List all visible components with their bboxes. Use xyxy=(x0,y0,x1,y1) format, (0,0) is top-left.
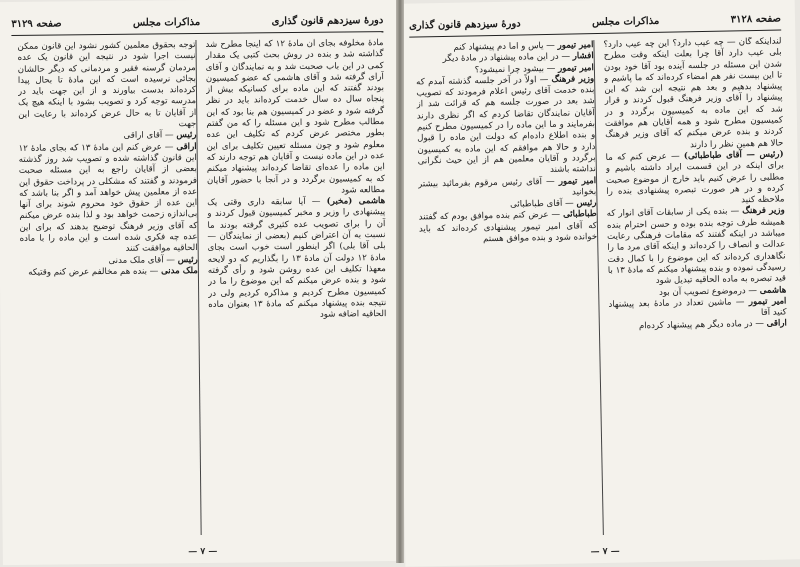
paragraph-text: — عرض کنم این مادهٔ ۱۳ که بجای مادهٔ ۱۲ این قانون گذاشته شده و تصویب شد روز گذشته بعضی از آقایان راجع به این مسئله صحبت فرمودند و گفتند که مشکلی در پرداخت حقوق این عده از معلمین پیش خواهد آمد و اگر بنا باشد که این عده از حقوق خود محروم شوند برای آنها بی‌اندازه زحمت خواهد بود و لذا بنده عرض میکنم که آقای وزیر فرهنگ توضیح بدهند که برای این عده چه فکری شده است و این ماده را با ماده الحاقیه موافقت کنند xyxy=(18,141,198,255)
paragraph xyxy=(606,149,785,209)
paragraph-text: — بنده یکی از سابقات آقای انوار که همیشه طرف توجه بنده بوده و حسن احترام بنده میباشد در اینکه گفتند که مقامات فرهنگی رعایت عدالت و انصاف را کرده‌اند و اینکه آقای مرد ما را نگاهداری کرده‌اند که این موضوع را با کمال دقت رسیدگی نموده و بنده پیشنهاد میکنم که مادهٔ ۱۳ با قید تبصره به ماده الحاقیه تبدیل شود xyxy=(606,206,787,287)
left-header-center: مذاکرات مجلس xyxy=(132,16,201,29)
right-page-number: — ۷ — xyxy=(590,546,620,558)
paragraph xyxy=(607,206,786,288)
paragraph-text: — در این ماده پیشنهاد در مادهٔ دیگر xyxy=(442,51,571,65)
left-header-right: دورهٔ سیزدهم قانون گذاری xyxy=(271,14,384,27)
paragraph-text: — آقای ملک مدنی xyxy=(108,254,175,266)
right-page xyxy=(395,0,800,567)
paragraph-text: — در ماده دیگر هم پیشنهاد کرده‌ام xyxy=(638,319,765,332)
paragraph-text: مادهٔ مخلوفه بجای آن مادهٔ ۱۲ که اینجا مطرح شد گذاشته شد و بنده در روش بحث کتبی یک مقدار کمی در این باب صحبت شد و به نمایندگان و آقای آرای گرفته شد و آقای هاشمی که عضو کمیسیون بودند گفتند که این ماده برای کسانیکه بیش از پنجاه سال ده سال خدمت کرده‌اند باید در نظر گرفته شود و عضو در کمیسیون هم بنا بود که این مطالب مطرح شود و این مسئله را که من گفتم بطور مختصر عرض کردم که تکلیف این عده معلوم شود و چون مسئله تعیین تکلیف برای این عده در این ماده نیست و آقایان هم توجه دارند که این ماده را عده‌ای تقاضا کرده‌اند پیشنهاد میکنم که به کمیسیون برگردد و در آنجا با حضور آقایان مطالعه شود xyxy=(205,38,386,196)
paragraph-text: — عرض کنم بنده موافق بودم که گفتند که آقای امیر تیمور پیشنهادی کرده‌اند که باید خوانده شود و بنده موافق هستم xyxy=(418,210,598,245)
speaker-name: رئیس xyxy=(177,254,198,265)
paragraph xyxy=(609,319,787,334)
paragraph-text: لنداینکه گان — چه عیب دارد؟ این چه عیب دارد؟ بلی عیب دارد آقا چرا بعلت اینکه وقت مطرح شدن این مسئله در جلسه آینده بود آقا خود بودن تا این بیست نفر هم امضاء کرده‌اند که ما پاشیم و پیشنهاد بدهیم و بعد هم نتیجه این شد که این پیشنهاد را آقای وزیر فرهنگ قبول کردند و قرار شد که این ماده به کمیسیون برگردد و در کمیسیون مطرح شود و همه آقایان هم موافقت کردند و بنده عرض میکنم که آقای وزیر فرهنگ حالا هم همین نظر را دارند xyxy=(603,36,784,150)
speaker-name: وزیر فرهنگ xyxy=(742,205,785,217)
speaker-name: وزیر فرهنگ xyxy=(551,73,595,85)
left-page-number: — ۷ — xyxy=(188,546,218,558)
paragraph-text: — آقای رئیس مرقوم بفرمائید بیشتر بخوانید xyxy=(417,176,597,198)
speaker-name: رئیس xyxy=(176,130,197,141)
paragraph-text: — درموضوع تصویب آن بود xyxy=(659,285,758,298)
right-header-center: مذاکرات مجلس xyxy=(591,15,660,28)
left-page-header xyxy=(11,12,383,32)
right-header-right: صفحه ۳۱۲۸ xyxy=(730,12,782,25)
paragraph-text: — عرض کنم که ما برای اینکه در این قسمت ایراد داشته باشیم و مطلبی را عرض کنیم باید خارج از موضوع صحبت کرده و در هر صورت تبصره پیشنهادی بنده را ملاحظه کنید xyxy=(605,151,785,206)
paragraph xyxy=(205,38,385,198)
speaker-name: امیر تیمور xyxy=(748,296,787,307)
right-header-left: دورهٔ سیزدهم قانون گذاری xyxy=(408,17,521,32)
paragraph xyxy=(603,36,783,152)
paragraph xyxy=(207,196,386,322)
speaker-name: رئیس xyxy=(576,198,597,209)
paragraph-text: — بیشود چرا نمیشود؟ xyxy=(474,63,556,75)
paragraph-text: توجه بحقوق معلمین کشور نشود این قانون ممکن نیست اجرا شود در نتیجه این قانون یک عده مردمان گرسنه فقیر و مردمانی که دیگر حالشان بجائی نرسیده است که این مادهٔ تا بحال پیدا کرده‌اند بدست بیاورند و از این جهت باید در مدرسه توجه کرد و تصویب بشود با اینکه هیچ یک از آقایان تا به حال عرض کرده‌اند با رعایت این جهت xyxy=(17,40,197,130)
speaker-name: هاشمی (مخبر) xyxy=(326,196,386,207)
paragraph-text: — یاس و اما دم پیشنهاد کنم xyxy=(453,40,555,53)
paragraph xyxy=(419,210,598,247)
speaker-name: اراقی xyxy=(176,141,197,152)
right-page-column-right xyxy=(603,36,791,537)
paragraph xyxy=(19,142,198,257)
speaker-name: (رئیس — آقای طباطبائی) xyxy=(683,149,784,162)
paragraph-text: — بنده هم مخالفم عرض کنم وقتیکه xyxy=(28,266,159,278)
paragraph xyxy=(416,74,596,179)
left-page-column-left xyxy=(17,40,200,540)
speaker-name: ملک مدنی xyxy=(161,265,198,277)
paragraph-text: — ماشین تعداد در مادهٔ بعد پیشنهاد کنید آقا xyxy=(608,297,787,319)
speaker-name: امیر تیمور xyxy=(558,175,597,187)
paragraph-text: — اولاً در آخر جلسه گذشته آمدم که بنده خدمت آقای رئیس اعلام فرمودند که تصویب شد بعد در صورت جلسه هم که قرائت شد از آقایان نمایندگان تقاضا کردم که اگر نظری دارند بفرمایند و ما این ماده را در کمیسیون مطرح کنیم و بنده اطلاع داده‌ام که دولت این ماده را قبول دارد و حالا هم موافقم که این ماده به کمیسیون برگردد و آقایان معلمین هم از این حیث نگرانی نداشته باشند xyxy=(416,74,596,176)
left-header-rule xyxy=(11,31,383,36)
speaker-name: امیر تیمور xyxy=(557,62,594,74)
paragraph-text: — آقای طباطبائی xyxy=(510,198,574,210)
left-page-column-right xyxy=(205,38,388,538)
book-gutter xyxy=(396,0,404,563)
speaker-name: افشار xyxy=(572,51,594,62)
speaker-name: طباطبائی xyxy=(562,209,597,221)
paragraph xyxy=(17,40,196,132)
paragraph-text: — آیا سابقه داری وقتی یک پیشنهادی را وزیر و مخبر کمیسیون قبول کردند و آن را برای تصویب عده کثیری گرفته بودند ما نسبت به آن اعتراض کنیم (بعضی از نمایندگان — بلی آقا بلی) اگر اینطور است خوب است بجای مادهٔ ۱۲ دولت آن مادهٔ ۱۳ را بگذاریم که دو لایحه معهذا تکلیف این عده روشن شود و رأی گرفته شود و بنده عرض میکنم که این موضوع را ما در کمیسیون مطرح کردیم و مذاکره کردیم ولی در نتیجه بنده پیشنهاد میکنم که مادهٔ ۱۳ بعنوان ماده الحاقیه اضافه شود xyxy=(207,196,387,320)
speaker-name: اراقی xyxy=(766,318,787,330)
paragraph xyxy=(20,266,198,279)
left-header-left: صفحه ۳۱۲۹ xyxy=(11,17,62,30)
right-page-column-left xyxy=(415,40,603,541)
speaker-name: هاشمی xyxy=(759,284,787,296)
speaker-name: امیر تیمور xyxy=(557,40,594,51)
paragraph-text: — آقای اراقی xyxy=(123,130,174,142)
